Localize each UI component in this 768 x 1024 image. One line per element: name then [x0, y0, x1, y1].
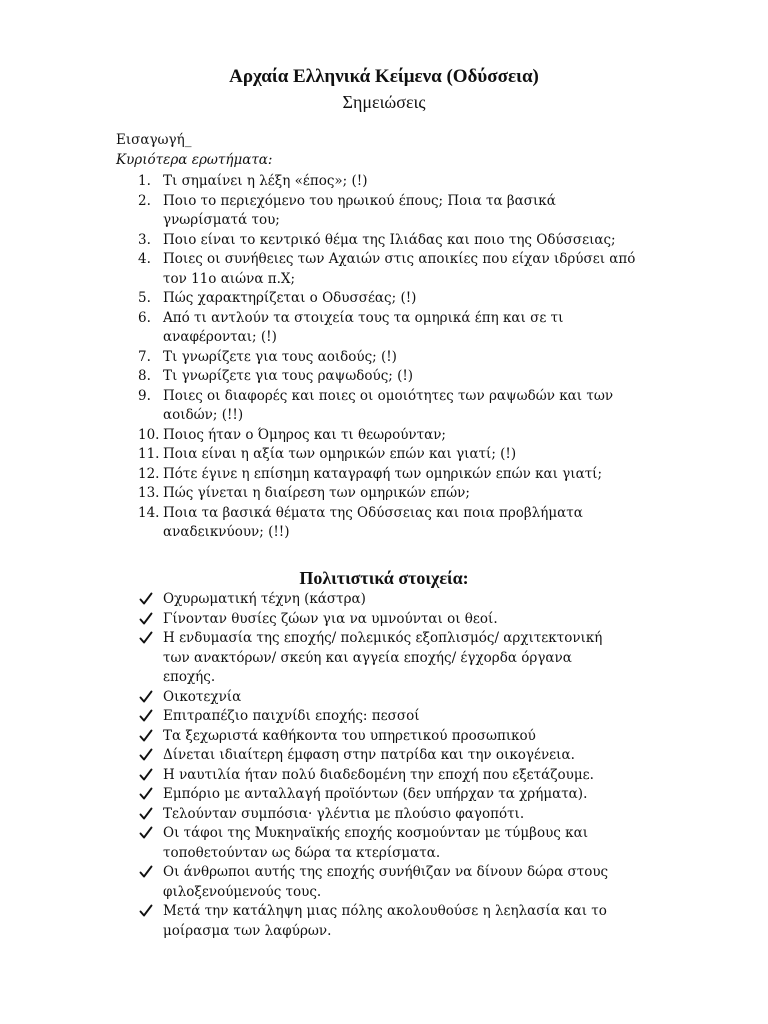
question-item [0, 387, 768, 426]
culture-item [0, 902, 768, 941]
question-line: Από τι αντλούν τα στοιχεία τους τα ομηρικά έπη και σε τι [163, 309, 564, 326]
culture-item-line: Οι άνθρωποι αυτής της εποχής συνήθιζαν να δίνουν δώρα στους [163, 864, 609, 880]
culture-item [0, 629, 768, 688]
question-number: 4. [138, 251, 151, 267]
culture-item-text [163, 805, 643, 825]
culture-list [0, 590, 768, 941]
culture-item-text [163, 727, 643, 747]
question-line: αναδεικνύουν; (!!) [163, 524, 290, 540]
checkmark-icon [139, 727, 153, 745]
question-text [163, 465, 658, 485]
question-line: Τι γνωρίζετε για τους αοιδούς; (!) [163, 348, 397, 365]
culture-item-line: τοποθετούνταν ως δώρα τα κτερίσματα. [163, 844, 441, 861]
question-item [0, 250, 768, 289]
question-number: 2. [138, 192, 151, 209]
culture-item [0, 746, 768, 766]
culture-item [0, 727, 768, 747]
question-number: 5. [138, 290, 151, 306]
culture-item [0, 707, 768, 727]
question-line: Πώς χαρακτηρίζεται ο Οδυσσέας; (!) [163, 290, 417, 306]
question-item [0, 289, 768, 309]
question-number: 7. [138, 348, 151, 365]
question-item [0, 465, 768, 485]
questions-heading: Κυριότερα ερωτήματα: [116, 152, 273, 168]
question-item [0, 309, 768, 348]
culture-item [0, 590, 768, 610]
checkmark-icon [139, 785, 153, 803]
question-line: Ποιος ήταν ο Όμηρος και τι θεωρούνταν; [163, 426, 446, 443]
culture-item-line: Η ναυτιλία ήταν πολύ διαδεδομένη την εποχή που εξετάζουμε. [163, 766, 594, 783]
culture-item-line: Επιτραπέζιο παιχνίδι εποχής: πεσσοί [163, 708, 420, 724]
checkmark-icon [139, 688, 153, 706]
culture-item-line: μοίρασμα των λαφύρων. [163, 922, 332, 939]
culture-item [0, 805, 768, 825]
question-line: τον 11ο αιώνα π.Χ; [163, 270, 296, 287]
question-line: Ποιες οι συνήθειες των Αχαιών στις αποικίες που είχαν ιδρύσει από [163, 251, 636, 267]
checkmark-icon [139, 629, 153, 647]
question-number: 9. [138, 387, 151, 404]
culture-item-text [163, 766, 643, 786]
question-item [0, 484, 768, 504]
culture-section-title: Πολιτιστικά στοιχεία: [299, 568, 469, 588]
checkmark-icon [139, 707, 153, 725]
question-number: 1. [138, 173, 151, 189]
question-item [0, 192, 768, 231]
questions-list [0, 172, 768, 543]
checkmark-icon [139, 902, 153, 920]
culture-item-line: Οι τάφοι της Μυκηναϊκής εποχής κοσμούνταν με τύμβους και [163, 825, 588, 841]
checkmark-icon [139, 610, 153, 628]
question-line: Ποιες οι διαφορές και ποιες οι ομοιότητες των ραψωδών και των [163, 387, 614, 404]
question-text [163, 445, 658, 465]
culture-item-text [163, 902, 643, 941]
question-text [163, 348, 658, 368]
question-number: 13. [138, 485, 160, 501]
culture-item-text [163, 746, 643, 766]
question-line: Πώς γίνεται η διαίρεση των ομηρικών επών; [163, 485, 470, 501]
question-item [0, 348, 768, 368]
question-text [163, 426, 658, 446]
question-text [163, 231, 658, 251]
question-item [0, 445, 768, 465]
question-number: 3. [138, 231, 151, 248]
question-text [163, 250, 658, 289]
question-line: γνωρίσματά του; [163, 212, 280, 228]
question-number: 12. [138, 465, 160, 482]
question-line: Ποια τα βασικά θέματα της Οδύσσειας και ποια προβλήματα [163, 504, 583, 521]
culture-item-line: Οικοτεχνία [163, 688, 242, 705]
checkmark-icon [139, 766, 153, 784]
checkmark-icon [139, 746, 153, 764]
culture-item [0, 785, 768, 805]
question-line: αοιδών; (!!) [163, 407, 244, 423]
checkmark-icon [139, 863, 153, 881]
culture-item-text [163, 590, 643, 610]
question-line: Τι σημαίνει η λέξη «έπος»; (!) [163, 173, 368, 189]
culture-item [0, 824, 768, 863]
question-number: 8. [138, 368, 151, 384]
culture-item-text [163, 688, 643, 708]
culture-item-line: Η ενδυμασία της εποχής/ πολεμικός εξοπλισμός/ αρχιτεκτονική [163, 630, 603, 646]
culture-item [0, 688, 768, 708]
question-text [163, 192, 658, 231]
question-text [163, 289, 658, 309]
question-number: 6. [138, 309, 151, 326]
document-title: Αρχαία Ελληνικά Κείμενα (Οδύσσεια) [229, 66, 539, 87]
culture-item-line: φιλοξενούμενούς τους. [163, 883, 322, 900]
question-text [163, 367, 658, 387]
question-text [163, 172, 658, 192]
culture-item-line: Τα ξεχωριστά καθήκοντα του υπηρετικού προσωπικού [163, 727, 536, 744]
question-text [163, 309, 658, 348]
culture-item-text [163, 707, 643, 727]
question-item [0, 231, 768, 251]
culture-item-line: Γίνονταν θυσίες ζώων για να υμνούνται οι θεοί. [163, 610, 498, 627]
question-line: Τι γνωρίζετε για τους ραψωδούς; (!) [163, 368, 414, 384]
question-text [163, 387, 658, 426]
culture-item-text [163, 629, 643, 688]
culture-item-line: Εμπόριο με ανταλλαγή προϊόντων (δεν υπήρχαν τα χρήματα). [163, 786, 588, 802]
culture-item-line: Δίνεται ιδιαίτερη έμφαση στην πατρίδα και την οικογένεια. [163, 747, 575, 763]
culture-item-text [163, 863, 643, 902]
intro-label: Εισαγωγή_ [116, 132, 192, 148]
culture-item-text [163, 785, 643, 805]
culture-item-text [163, 610, 643, 630]
question-number: 11. [138, 446, 160, 462]
culture-item-line: Τελούνταν συμπόσια· γλέντια με πλούσιο φαγοπότι. [163, 805, 525, 822]
question-text [163, 484, 658, 504]
culture-item-line: Μετά την κατάληψη μιας πόλης ακολουθούσε η λεηλασία και το [163, 903, 607, 919]
question-line: Πότε έγινε η επίσημη καταγραφή των ομηρικών επών και γιατί; [163, 465, 603, 482]
question-number: 14. [138, 504, 160, 521]
question-line: Ποιο το περιεχόμενο του ηρωικού έπους; Ποια τα βασικά [163, 192, 556, 209]
question-item [0, 367, 768, 387]
question-line: Ποιο είναι το κεντρικό θέμα της Ιλιάδας και ποιο της Οδύσσειας; [163, 231, 616, 248]
question-line: Ποια είναι η αξία των ομηρικών επών και γιατί; (!) [163, 446, 517, 462]
question-item [0, 504, 768, 543]
question-item [0, 426, 768, 446]
question-number: 10. [138, 426, 160, 443]
culture-item-line: των ανακτόρων/ σκεύη και αγγεία εποχής/ έγχορδα όργανα [163, 649, 572, 666]
document-subtitle: Σημειώσεις [342, 92, 426, 112]
question-line: αναφέρονται; (!) [163, 329, 277, 345]
culture-item [0, 863, 768, 902]
question-text [163, 504, 658, 543]
culture-item [0, 610, 768, 630]
checkmark-icon [139, 805, 153, 823]
checkmark-icon [139, 590, 153, 608]
culture-item-line: Οχυρωματική τέχνη (κάστρα) [163, 591, 366, 607]
culture-item-text [163, 824, 643, 863]
culture-item-line: εποχής. [163, 669, 216, 685]
culture-item [0, 766, 768, 786]
checkmark-icon [139, 824, 153, 842]
question-item [0, 172, 768, 192]
